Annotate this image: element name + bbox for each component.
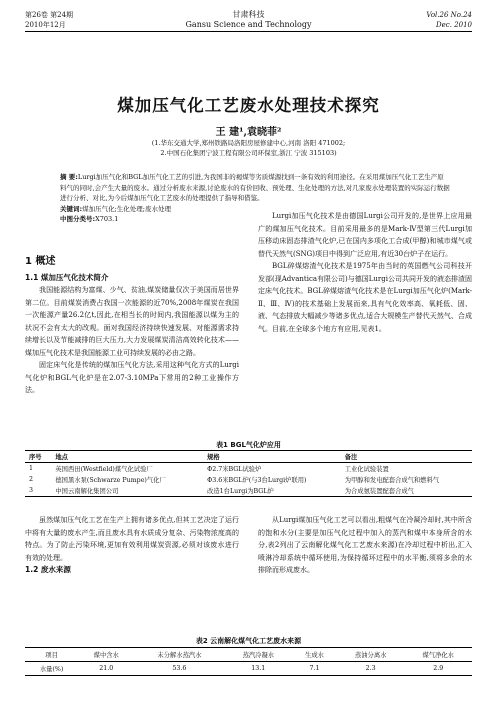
clc-label: 中图分类号:	[60, 215, 96, 223]
column-header: 生成水	[305, 652, 324, 659]
table-cell: 53.6	[172, 665, 187, 672]
header-rule	[25, 31, 472, 32]
journal-name-cn: 甘肃科技	[232, 10, 265, 19]
column-header: 备注	[344, 454, 358, 461]
header-right	[426, 10, 472, 30]
subsection-heading-1-2: 1.2 废水来源	[25, 565, 71, 574]
table-cell: 为合成氨装置配套合成气	[344, 488, 414, 495]
clc-text: X703.1	[95, 215, 119, 223]
table-cell: 为甲醇和发电配套合成气和燃料气	[344, 477, 440, 484]
author-list: 王 建¹,袁晓菲²	[215, 127, 282, 138]
left-column	[25, 256, 239, 397]
subsection-heading-1-1: 1.1 煤加压气化技术简介	[25, 272, 109, 282]
column-header: 未分解水蒸汽水	[157, 652, 202, 659]
table-cell: 改造1台Lurgi为BGL炉	[207, 488, 274, 495]
body-paragraph: BGL碎煤熔渣气化技术是1975年由当时的英国燃气公司科技开发部(现Advantica有限公司)与德国Lurgi公司共同开发的液态排渣固定床气化技术。BGL碎煤熔渣气化技术是在Lurgi加压气化炉(Mark-Ⅱ、Ⅲ、Ⅳ)的技术基础上发展而来,具有气化效率高、氧耗低、固、液、气态排放大幅减少等诸多优点,适合大规模生产替代天然气、合成气。目前,在全球多个地方有应用,见表1。	[258, 262, 473, 333]
table-cell: 2.9	[433, 665, 444, 672]
body-paragraph: 固定床气化是传统的煤加压气化方法,采用这种气化方式的Lurgi气化炉和BGL气化炉是在2.07-3.10MPa下常用的2种工业操作方法。	[25, 361, 239, 394]
table-header-row	[25, 451, 472, 463]
table-row	[25, 662, 472, 676]
affiliations	[0, 138, 497, 158]
table-cell: 7.1	[309, 665, 320, 672]
paper-title: 煤加压气化工艺废水处理技术探究	[117, 96, 380, 115]
table1	[25, 450, 472, 497]
header-volume: Vol.26 No.24	[426, 11, 472, 19]
lower-left-column	[25, 514, 239, 577]
table-cell: 水量(%)	[39, 666, 64, 673]
column-header: 项目	[45, 652, 58, 659]
header-month: Dec. 2010	[436, 21, 472, 29]
table-cell: 德国黑水泵(Schwarze Pumpe)气化厂	[55, 477, 166, 484]
table-cell: Φ2.7米BGL试验炉	[207, 466, 262, 473]
header-issue: 第26卷 第24期	[25, 11, 74, 19]
table-cell: 21.0	[99, 665, 114, 672]
table-cell: 13.1	[251, 665, 266, 672]
table2-caption: 表2 云南解化煤气化工艺废水来源	[195, 637, 302, 645]
table-cell: 工业化试验装置	[344, 466, 389, 473]
abstract	[60, 172, 450, 204]
affiliation-2: 2.中国石化集团宁波工程有限公司环保室,浙江 宁波 315103)	[160, 149, 337, 157]
lower-right-column	[258, 514, 472, 577]
column-header: 序号	[29, 454, 42, 461]
table-row	[25, 485, 472, 497]
affiliation-1: (1.华东交通大学,郑州铁路局洛阳房屋修建中心,河南 洛阳 471002;	[151, 139, 346, 147]
table-cell: 1	[29, 465, 34, 472]
table-cell: Φ3.6米BGL炉(与3台Lurgi炉联用)	[207, 477, 307, 484]
table-cell: 3	[29, 487, 34, 494]
journal-name-en: Gansu Science and Technology	[185, 20, 312, 29]
abstract-label: 摘 要:	[60, 173, 78, 181]
right-column	[258, 210, 472, 335]
table-cell: 2.3	[365, 665, 376, 672]
table-row	[25, 474, 472, 485]
abstract-text: Lurgi加压气化和BGL加压气化工艺的引进,为我国非的褐煤等劣质煤源找到一条有效的利用途径。在采用煤加压气化工艺生产原料气的同时,会产生大量的废水。通过分析废水来源,讨论废水的有价回收、预处理、生化处理的方法,对几家废水处理装置的实际运行数据进行分析、对比,为今后煤加压气化工艺废水的处理提供了指导和借鉴。	[60, 173, 450, 202]
header-center	[25, 10, 472, 30]
column-header: 蒸油分离水	[354, 652, 387, 659]
keywords-text: 煤加压气化;生化处理;废水处理	[82, 204, 171, 213]
table2	[25, 647, 472, 676]
table1-caption: 表1 BGL气化炉应用	[216, 441, 281, 449]
column-header: 煤中含水	[93, 652, 119, 659]
body-paragraph: 我国能源结构为富煤、少气、贫油,煤炭储量仅次于美国而居世界第二位。目前煤炭消费占我国一次能源的近70%,2008年煤炭在我国一次能源产量26.2亿t,因此,在相当长的时间内,我国能源以煤为主的状况不会有太大的改观。面对我国经济持续快速发展、对能源需求持续增长以及节能减排的巨大压力,大力发展煤炭清洁高效转化技术——煤加压气化技术是我国能源工业可持续发展的必由之路。	[25, 286, 239, 357]
header-date: 2010年12月	[25, 21, 66, 29]
table-header-row	[25, 648, 472, 662]
table-cell: 2	[29, 476, 34, 483]
table-cell: 英国西田(Westfield)煤气化试验厂	[55, 466, 153, 473]
body-paragraph: 虽然煤加压气化工艺在生产上拥有诸多优点,但其工艺决定了运行中将有大量的废水产生,而且废水具有水质成分复杂、污染物浓度高的特点。为了防止污染环境,更加有效利用煤炭资源,必须对该废水进行有效的处理。	[25, 516, 239, 562]
column-header: 煤气净化水	[422, 652, 454, 659]
keywords-label: 关键词:	[60, 204, 83, 213]
running-header	[25, 10, 472, 38]
table-cell: 中国云南解化集团公司	[55, 488, 119, 495]
column-header: 蒸汽冷凝水	[242, 652, 275, 659]
column-header: 规格	[207, 454, 220, 461]
column-header: 地点	[55, 454, 68, 461]
table-row	[25, 463, 472, 475]
section-heading-1: 1 概述	[25, 256, 56, 267]
body-paragraph: 从Lurgi煤加压气化工艺可以看出,粗煤气在冷凝冷却时,其中所含的饱和水分(主要是加压气化过程中加入的蒸汽和煤中本身所含的水分,表2列出了云南解化煤气化工艺废水来源)在冷却过程中析出,汇入喷淋冷却系统中循环使用,为保持循环过程中的水平衡,须将多余的水排除而形成废水。	[258, 516, 472, 574]
body-paragraph: Lurgi加压气化技术是由德国Lurgi公司开发的,是世界上应用最广的煤加压气化技术。目前采用最多的是Mark-Ⅳ型第三代Lurgi加压移动床固态排渣气化炉,已在国内多项化工合成(甲醇)和城市煤气或替代天然气(SNG)项目中得到广泛应用,有近30台炉子在运行。	[258, 212, 472, 258]
